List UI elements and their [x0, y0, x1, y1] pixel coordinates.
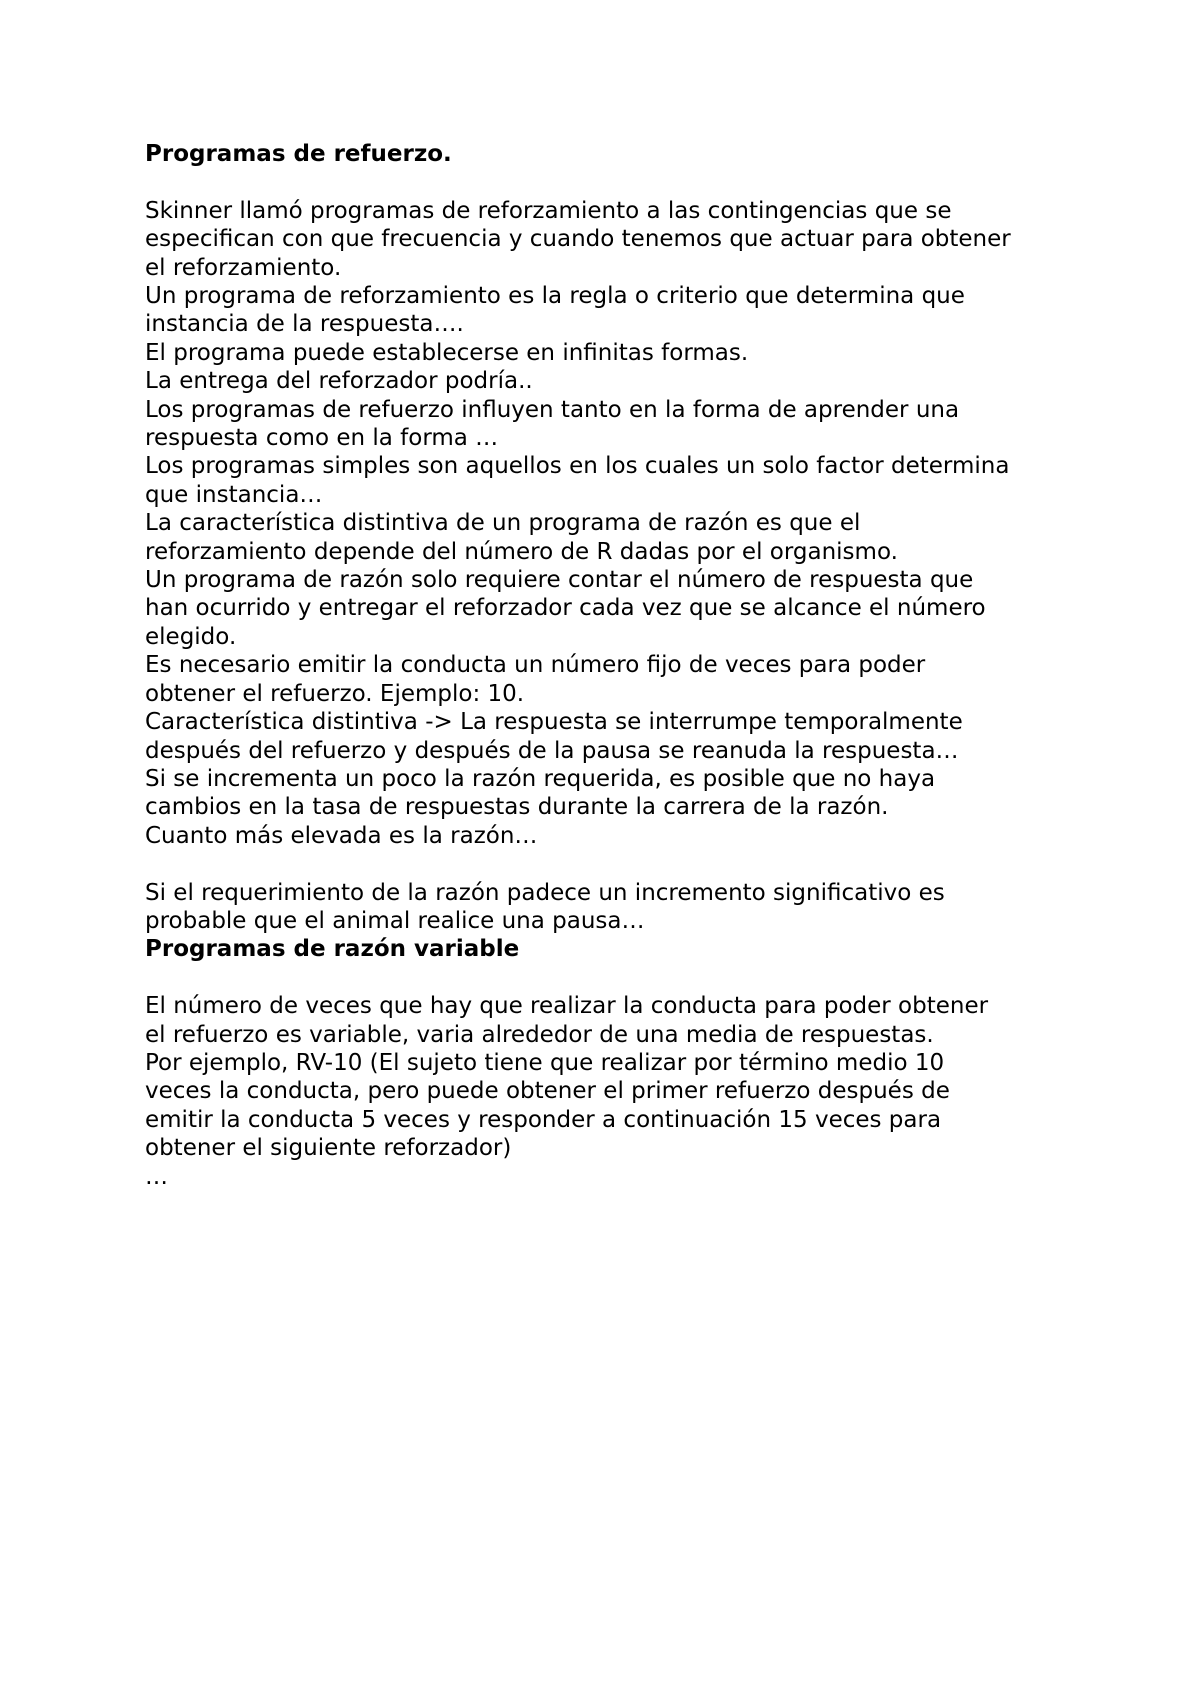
text-line: El programa puede establecerse en infinitas formas. [145, 339, 749, 366]
text-line: que instancia… [145, 481, 323, 508]
blank-line [145, 964, 1085, 992]
blank-line [145, 168, 1085, 196]
text-line: La entrega del reforzador podría.. [145, 368, 533, 395]
document-body [145, 140, 1085, 1191]
text-line: cambios en la tasa de respuestas durante la carrera de la razón. [145, 794, 889, 821]
blank-line [145, 850, 1085, 878]
text-line: Por ejemplo, RV-10 (El sujeto tiene que realizar por término medio 10 [145, 1049, 945, 1076]
text-line: Un programa de reforzamiento es la regla o criterio que determina que [145, 283, 965, 310]
text-line: Es necesario emitir la conducta un número fijo de veces para poder [145, 652, 926, 679]
text-line: elegido. [145, 623, 237, 650]
text-line: emitir la conducta 5 veces y responder a continuación 15 veces para [145, 1106, 942, 1133]
section-heading: Programas de refuerzo. [145, 141, 452, 167]
text-line: han ocurrido y entregar el reforzador cada vez que se alcance el número [145, 595, 986, 622]
text-line: … [145, 1163, 168, 1190]
text-line: respuesta como en la forma … [145, 425, 499, 452]
section-heading: Programas de razón variable [145, 936, 520, 963]
text-line: después del refuerzo y después de la pausa se reanuda la respuesta… [145, 737, 959, 764]
text-line: el reforzamiento. [145, 254, 342, 281]
text-line: El número de veces que hay que realizar la conducta para poder obtener [145, 993, 989, 1020]
text-line: Los programas de refuerzo influyen tanto en la forma de aprender una [145, 396, 960, 423]
text-line: probable que el animal realice una pausa… [145, 907, 645, 934]
text-line: Si se incrementa un poco la razón requerida, es posible que no haya [145, 765, 936, 792]
text-line: obtener el siguiente reforzador) [145, 1135, 512, 1162]
text-line: La característica distintiva de un programa de razón es que el [145, 510, 861, 537]
text-line: el refuerzo es variable, varia alrededor de una media de respuestas. [145, 1021, 934, 1048]
text-line: especifican con que frecuencia y cuando tenemos que actuar para obtener [145, 226, 1011, 253]
text-line: instancia de la respuesta…. [145, 311, 464, 338]
text-line: Cuanto más elevada es la razón… [145, 822, 538, 849]
text-line: obtener el refuerzo. Ejemplo: 10. [145, 680, 525, 707]
text-line: Skinner llamó programas de reforzamiento a las contingencias que se [145, 197, 952, 224]
text-line: Si el requerimiento de la razón padece un incremento significativo es [145, 879, 945, 906]
text-line: veces la conducta, pero puede obtener el primer refuerzo después de [145, 1078, 950, 1105]
text-line: reforzamiento depende del número de R dadas por el organismo. [145, 538, 898, 565]
text-line: Característica distintiva -> La respuesta se interrumpe temporalmente [145, 709, 963, 736]
text-line: Los programas simples son aquellos en los cuales un solo factor determina [145, 453, 1010, 480]
text-line: Un programa de razón solo requiere contar el número de respuesta que [145, 567, 974, 594]
